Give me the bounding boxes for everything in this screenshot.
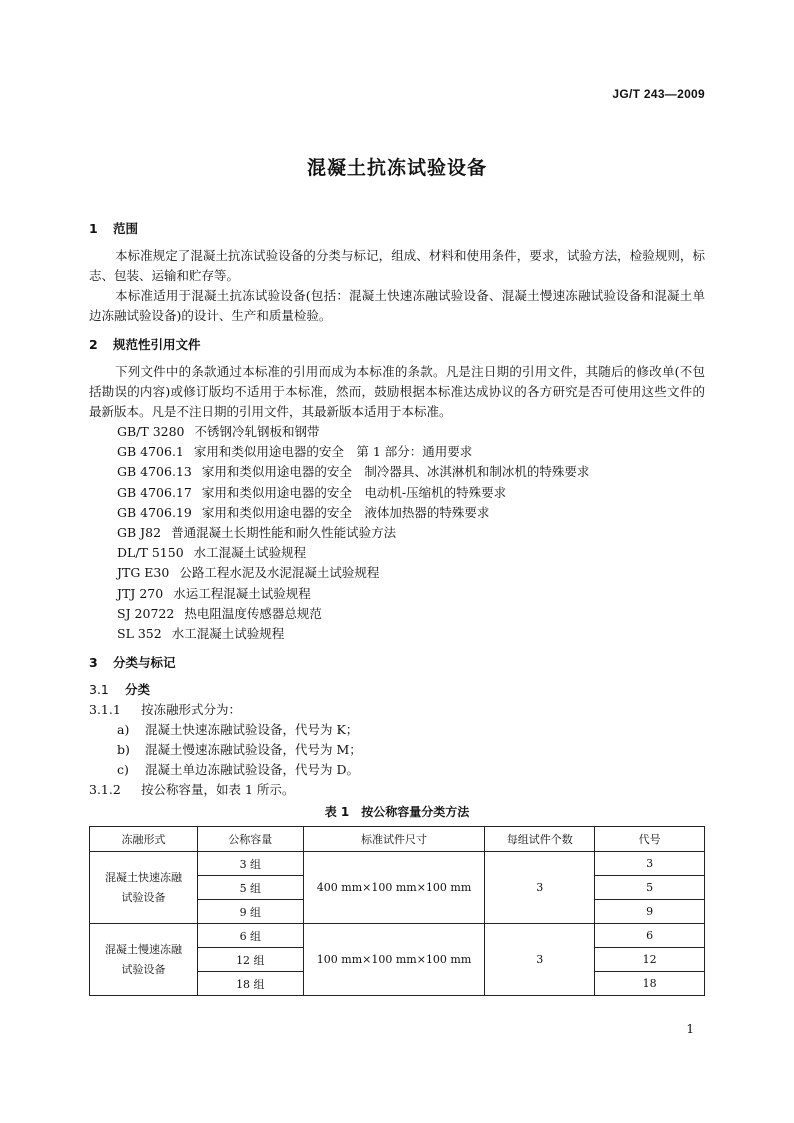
section-title: 分类与标记 bbox=[113, 655, 176, 671]
section-3-heading bbox=[89, 652, 705, 674]
table-row bbox=[90, 924, 705, 948]
scope-paragraph-2: 本标准适用于混凝土抗冻试验设备(包括：混凝土快速冻融试验设备、混凝土慢速冻融试验设备和混凝土单边冻融试验设备)的设计、生产和质量检验。 bbox=[89, 288, 705, 323]
cell-code: 3 bbox=[595, 852, 705, 876]
table-body bbox=[90, 852, 705, 996]
cell-code: 18 bbox=[595, 972, 705, 996]
reference-item bbox=[89, 483, 705, 503]
refs-intro-paragraph: 下列文件中的条款通过本标准的引用而成为本标准的条款。凡是注日期的引用文件，其随后的修改单(不包括勘误的内容)或修订版均不适用于本标准，然而，鼓励根据本标准达成协议的各方研究是否可使用这些文件的最新版本。凡是不注日期的引用文件，其最新版本适用于本标准。 bbox=[89, 364, 705, 419]
cell-capacity: 3 组 bbox=[197, 852, 303, 876]
cell-specimen-count: 3 bbox=[485, 852, 595, 924]
cell-capacity: 9 组 bbox=[197, 900, 303, 924]
classification-option bbox=[89, 740, 705, 760]
reference-list bbox=[89, 422, 705, 644]
cell-freeze-type bbox=[90, 852, 198, 924]
reference-title: 家用和类似用途电器的安全 第 1 部分：通用要求 bbox=[193, 444, 473, 460]
table-header-row bbox=[90, 827, 705, 852]
reference-code: JTJ 270 bbox=[117, 585, 164, 601]
standard-code: JG/T 243—2009 bbox=[612, 87, 705, 101]
classification-option bbox=[89, 720, 705, 740]
cell-code: 9 bbox=[595, 900, 705, 924]
reference-title: 家用和类似用途电器的安全 制冷器具、冰淇淋机和制冰机的特殊要求 bbox=[201, 464, 590, 480]
option-text: 混凝土慢速冻融试验设备，代号为 M； bbox=[145, 742, 362, 758]
classification-table bbox=[89, 826, 705, 996]
reference-title: 水运工程混凝土试验规程 bbox=[173, 585, 311, 601]
section-2-heading bbox=[89, 334, 705, 356]
option-text: 混凝土单边冻融试验设备，代号为 D。 bbox=[145, 762, 359, 778]
reference-title: 热电阻温度传感器总规范 bbox=[184, 605, 322, 621]
reference-code: SJ 20722 bbox=[117, 605, 175, 621]
clause-number: 3.1.1 bbox=[89, 702, 121, 718]
reference-code: JTG E30 bbox=[117, 565, 170, 581]
scope-paragraph-1: 本标准规定了混凝土抗冻试验设备的分类与标记，组成、材料和使用条件，要求，试验方法，检验规则，标志、包装、运输和贮存等。 bbox=[89, 248, 705, 283]
reference-item bbox=[89, 624, 705, 644]
clause-text: 按公称容量，如表 1 所示。 bbox=[141, 782, 295, 798]
reference-item bbox=[89, 584, 705, 604]
reference-title: 不锈钢冷轧钢板和钢带 bbox=[194, 424, 320, 439]
reference-code: GB 4706.1 bbox=[117, 444, 184, 460]
reference-item bbox=[89, 422, 705, 442]
reference-title: 水工混凝土试验规程 bbox=[193, 545, 307, 561]
reference-code: GB 4706.19 bbox=[117, 504, 192, 520]
clause-number: 3.1.2 bbox=[89, 782, 121, 798]
cell-capacity: 18 组 bbox=[197, 972, 303, 996]
reference-title: 公路工程水泥及水泥混凝土试验规程 bbox=[179, 565, 380, 581]
reference-item bbox=[89, 563, 705, 583]
header-cell-size: 标准试件尺寸 bbox=[303, 827, 485, 852]
reference-code: GB J82 bbox=[117, 525, 162, 541]
reference-item bbox=[89, 604, 705, 624]
cell-capacity: 12 组 bbox=[197, 948, 303, 972]
document-title: 混凝土抗冻试验设备 bbox=[306, 157, 487, 179]
cell-code: 5 bbox=[595, 876, 705, 900]
reference-code: DL/T 5150 bbox=[117, 545, 184, 561]
subsection-number: 3.1 bbox=[89, 682, 109, 698]
reference-item bbox=[89, 543, 705, 563]
cell-code: 6 bbox=[595, 924, 705, 948]
clause-3-1-1 bbox=[89, 700, 705, 720]
reference-code: GB 4706.17 bbox=[117, 484, 192, 500]
cell-capacity: 5 组 bbox=[197, 876, 303, 900]
cell-freeze-type bbox=[90, 924, 198, 996]
document-body bbox=[89, 216, 705, 996]
reference-item bbox=[89, 462, 705, 482]
section-1-heading bbox=[89, 218, 705, 240]
table-row bbox=[90, 852, 705, 876]
reference-title: 家用和类似用途电器的安全 电动机-压缩机的特殊要求 bbox=[201, 484, 507, 500]
reference-code: GB/T 3280 bbox=[117, 424, 185, 439]
header-cell-capacity: 公称容量 bbox=[197, 827, 303, 852]
cell-freeze-type-text: 混凝土慢速冻融试验设备 bbox=[104, 942, 182, 976]
subsection-title: 分类 bbox=[125, 682, 151, 698]
reference-title: 水工混凝土试验规程 bbox=[171, 626, 285, 642]
section-number: 3 bbox=[89, 655, 98, 671]
section-title: 规范性引用文件 bbox=[113, 337, 201, 352]
reference-item bbox=[89, 523, 705, 543]
reference-title: 家用和类似用途电器的安全 液体加热器的特殊要求 bbox=[201, 504, 490, 520]
option-label: c) bbox=[117, 762, 129, 778]
subsection-3-1-heading bbox=[89, 680, 705, 700]
reference-code: GB 4706.13 bbox=[117, 464, 192, 480]
page-number: 1 bbox=[686, 1022, 694, 1036]
option-label: a) bbox=[117, 722, 130, 738]
cell-freeze-type-text: 混凝土快速冻融试验设备 bbox=[104, 870, 182, 904]
cell-specimen-size: 100 mm×100 mm×100 mm bbox=[303, 924, 485, 996]
classification-options bbox=[89, 720, 705, 780]
cell-specimen-size: 400 mm×100 mm×100 mm bbox=[303, 852, 485, 924]
table-caption: 表 1 按公称容量分类方法 bbox=[324, 805, 470, 820]
classification-option bbox=[89, 760, 705, 780]
clause-3-1-2 bbox=[89, 780, 705, 800]
header-cell-type: 冻融形式 bbox=[90, 827, 198, 852]
clause-text: 按冻融形式分为： bbox=[141, 702, 242, 718]
reference-item bbox=[89, 442, 705, 462]
header-cell-count: 每组试件个数 bbox=[485, 827, 595, 852]
header-cell-code: 代号 bbox=[595, 827, 705, 852]
cell-code: 12 bbox=[595, 948, 705, 972]
reference-item bbox=[89, 503, 705, 523]
option-text: 混凝土快速冻融试验设备，代号为 K； bbox=[145, 722, 359, 738]
reference-title: 普通混凝土长期性能和耐久性能试验方法 bbox=[171, 525, 397, 541]
reference-code: SL 352 bbox=[117, 626, 162, 642]
cell-capacity: 6 组 bbox=[197, 924, 303, 948]
section-title: 范围 bbox=[113, 221, 139, 236]
cell-specimen-count: 3 bbox=[485, 924, 595, 996]
option-label: b) bbox=[117, 742, 130, 758]
section-number: 1 bbox=[89, 221, 98, 236]
section-number: 2 bbox=[89, 337, 98, 352]
